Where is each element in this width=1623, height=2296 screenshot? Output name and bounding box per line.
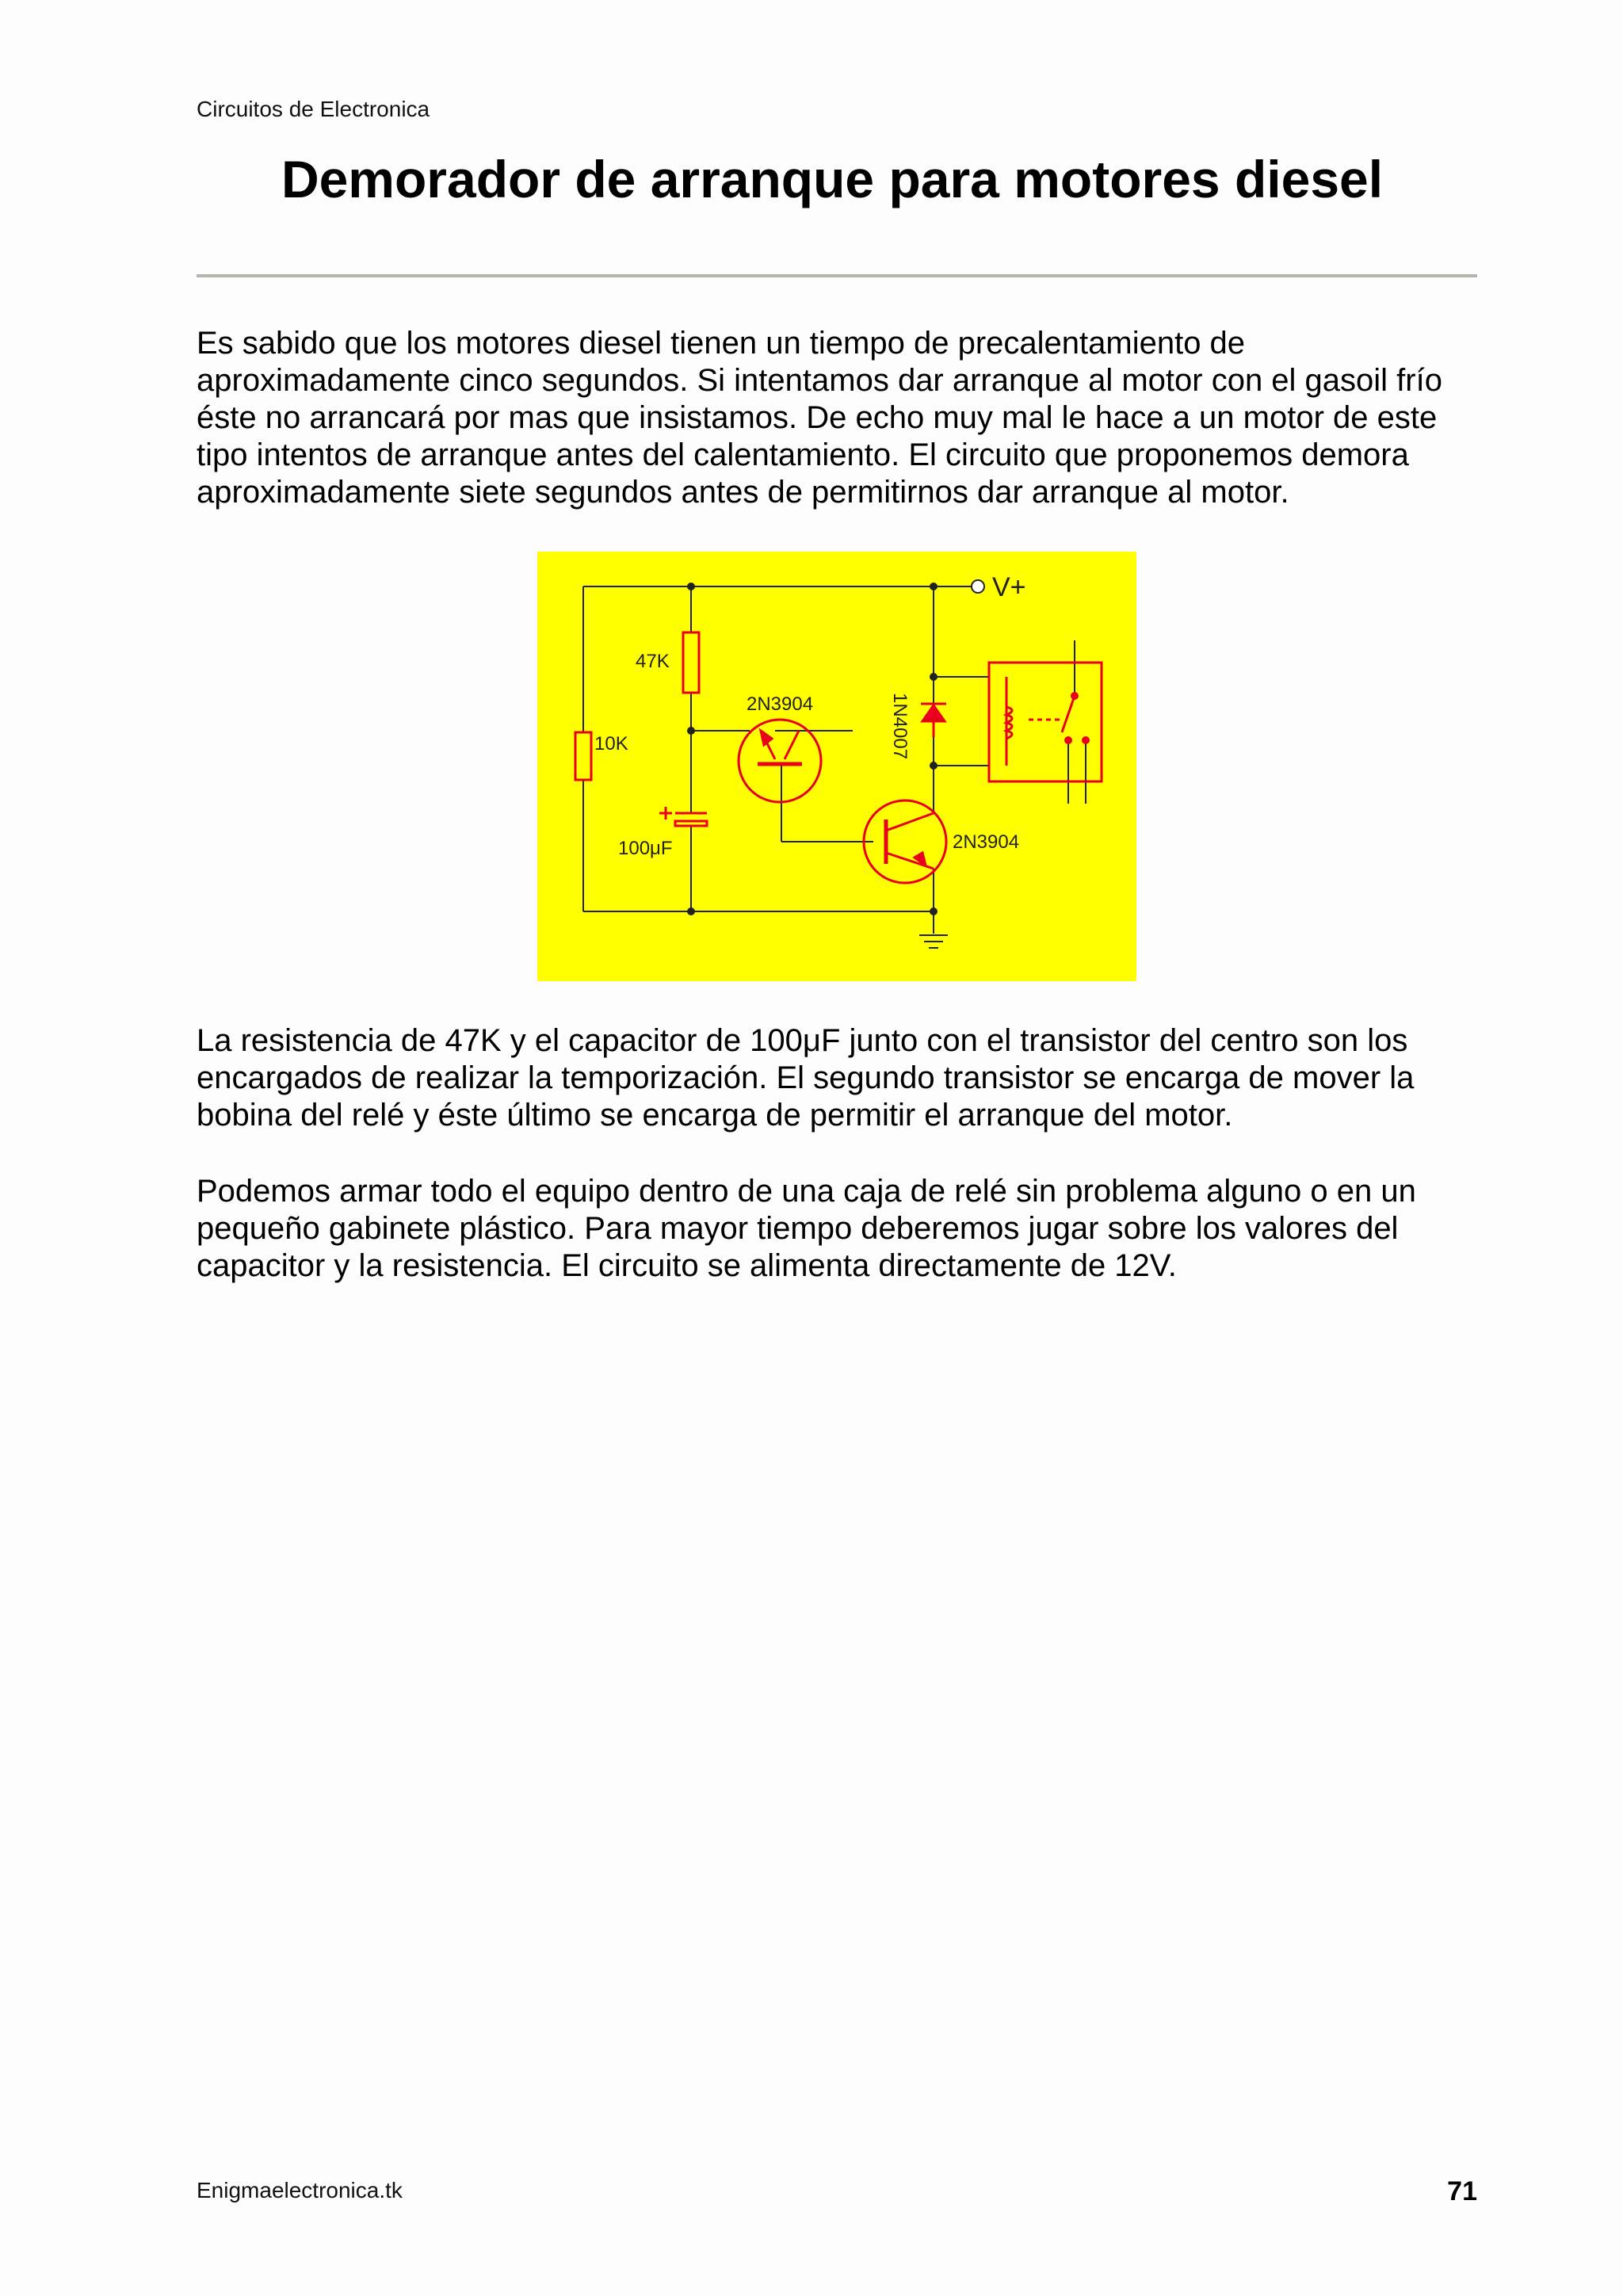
schematic-drawing [537, 552, 1136, 981]
resistor-47k [683, 632, 699, 693]
supply-terminal [972, 580, 984, 593]
capacitor-plate-bottom [675, 821, 707, 826]
page-title: Demorador de arranque para motores diesel [281, 150, 1384, 208]
label-diode: 1N4007 [889, 693, 911, 760]
title-divider [197, 274, 1477, 277]
circuit-schematic [537, 552, 1136, 981]
assembly-paragraph: Podemos armar todo el equipo dentro de una caja de relé sin problema alguno o en un pequeño gabinete plástico. Para mayor tiempo deberemos jugar sobre los valores del capacitor y la resistencia. El circuito se alimenta directamente de 12V. [197, 1174, 1416, 1283]
supply-label: V+ [992, 572, 1026, 602]
footer-site: Enigmaelectronica.tk [197, 2178, 403, 2202]
label-q2: 2N3904 [953, 831, 1020, 853]
label-100uf: 100μF [618, 838, 673, 859]
label-10k: 10K [594, 733, 628, 755]
transistor-q2 [864, 800, 946, 883]
wires [583, 586, 1086, 948]
transistor-q1 [739, 720, 821, 802]
title-container [0, 149, 1623, 220]
label-47k: 47K [636, 651, 670, 672]
diode-1n4007 [922, 705, 945, 721]
running-header: Circuitos de Electronica [197, 97, 430, 121]
page-number: 71 [1447, 2176, 1477, 2206]
intro-paragraph: Es sabido que los motores diesel tienen un tiempo de precalentamiento de aproximadamente cinco segundos. Si intentamos dar arranque al motor con el gasoil frío éste no arrancará por mas que insistamos. De echo muy mal le hace a un motor de este tipo intentos de arranque antes del calentamiento. El circuito que proponemos demora aproximadamente siete segundos antes de permitirnos dar arranque al motor. [197, 326, 1442, 510]
label-q1: 2N3904 [747, 693, 814, 715]
component-labels [594, 651, 1019, 859]
resistor-10k [575, 732, 591, 780]
explanation-paragraph: La resistencia de 47K y el capacitor de 100μF junto con el transistor del centro son los encargados de realizar la temporización. El segundo transistor se encarga de mover la bobina del relé y éste último se encarga de permitir el arranque del motor. [197, 1023, 1415, 1133]
